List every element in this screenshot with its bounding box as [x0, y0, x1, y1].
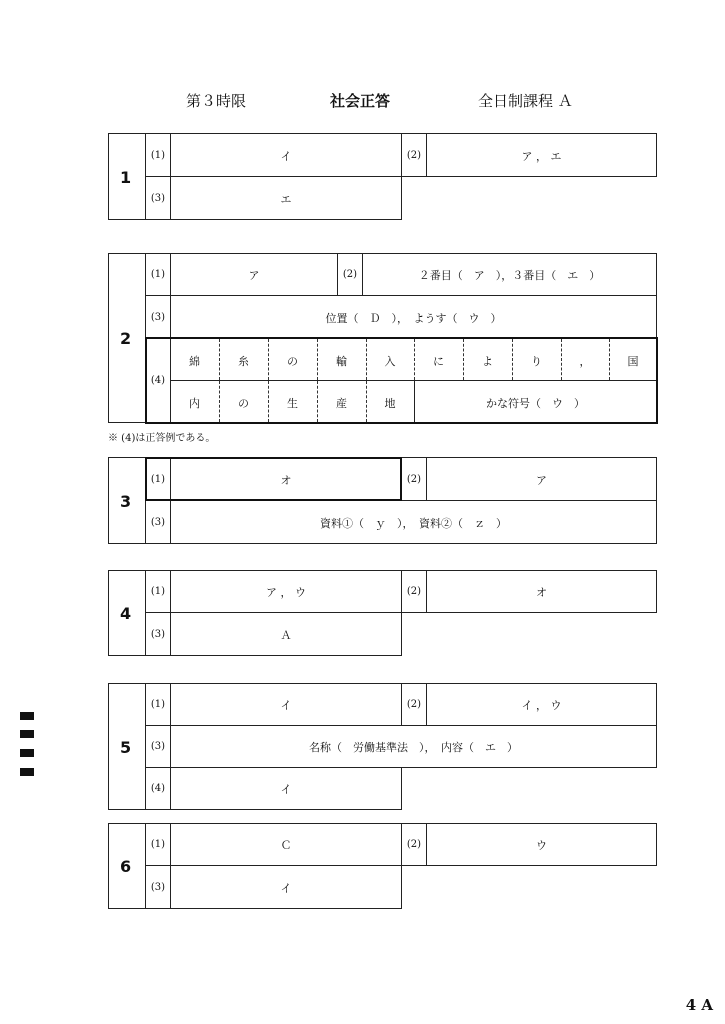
q6-part3-answer: イ — [280, 882, 292, 895]
q6-part3-label: (3) — [150, 882, 166, 893]
q5-part3-answer: 名称（ 労働基準法 ）， 内容（ エ ） — [309, 741, 518, 754]
q5-part4-answer: イ — [280, 783, 292, 796]
q2-part2-label: (2) — [342, 269, 358, 280]
q1-part1-answer: イ — [280, 150, 292, 163]
q2-part4-char: 生 — [287, 397, 298, 410]
q5-part2-answer: イ ， ウ — [521, 699, 562, 712]
q4-part3-answer: Ａ — [280, 629, 292, 642]
q3-part1-label: (1) — [150, 474, 166, 485]
q5-part1-label: (1) — [150, 699, 166, 710]
subject-title: 社会正答 — [330, 92, 391, 110]
q3-part2-answer: ア — [536, 474, 547, 487]
question-5-number: 5 — [120, 738, 132, 757]
registration-mark — [20, 768, 34, 776]
registration-mark — [20, 712, 34, 720]
q2-part4-char: ， — [579, 355, 591, 368]
q6-part2-label: (2) — [406, 839, 422, 850]
q1-part2-label: (2) — [406, 150, 422, 161]
q4-part2-label: (2) — [406, 586, 422, 597]
q3-part1-answer: オ — [280, 474, 292, 487]
q4-part1-answer: ア ， ウ — [266, 586, 306, 599]
q2-part3-label: (3) — [150, 312, 166, 323]
page-number: 4 A — [685, 996, 713, 1014]
question-4-number: 4 — [120, 604, 132, 623]
q2-part4-symbol: かな符号（ ウ ） — [486, 397, 585, 410]
q2-note: ※ (4)は正答例である。 — [108, 433, 216, 444]
registration-mark — [20, 749, 34, 757]
q1-part3-answer: エ — [280, 193, 292, 206]
q1-part2-answer: ア ， エ — [521, 150, 562, 163]
q2-part4-char: 内 — [189, 397, 200, 410]
question-2-number: 2 — [120, 329, 132, 348]
q2-part1-label: (1) — [150, 269, 166, 280]
q5-part4-label: (4) — [150, 783, 166, 794]
course-label: 全日制課程 Ａ — [478, 92, 573, 110]
q2-part4-char: 綿 — [189, 355, 200, 368]
question-3-number: 3 — [120, 492, 132, 511]
q4-part2-answer: オ — [536, 586, 547, 599]
q2-part4-char: の — [287, 355, 298, 368]
q1-part3-label: (3) — [150, 193, 166, 204]
q3-part3-answer: 資料①（ ｙ ）， 資料②（ ｚ ） — [320, 517, 507, 530]
q5-part2-label: (2) — [406, 699, 422, 710]
q4-part1-label: (1) — [150, 586, 166, 597]
q2-part4-char: り — [531, 355, 542, 368]
q2-part1-answer: ア — [248, 269, 260, 282]
q6-part1-answer: Ｃ — [280, 839, 292, 852]
q2-part4-char: 産 — [336, 397, 347, 410]
q6-part2-answer: ウ — [536, 839, 547, 852]
q2-part4-label: (4) — [150, 375, 166, 386]
question-1-number: 1 — [120, 168, 132, 187]
period-label: 第３時限 — [186, 92, 247, 110]
q2-part2-answer: ２番目（ ア ），３番目（ エ ） — [418, 269, 601, 282]
q2-part4-char: 輸 — [336, 355, 347, 368]
q3-part3-label: (3) — [150, 517, 166, 528]
q2-part4-char: 入 — [384, 355, 396, 368]
q6-part1-label: (1) — [150, 839, 166, 850]
q2-part4-char: よ — [482, 355, 493, 368]
q2-part4-highlight — [145, 337, 658, 424]
q4-part3-label: (3) — [150, 629, 166, 640]
q1-part1-label: (1) — [150, 150, 166, 161]
q2-part4-char: 国 — [627, 355, 639, 368]
q2-part4-char: 地 — [384, 397, 396, 410]
q3-part2-label: (2) — [406, 474, 422, 485]
q2-part4-char: の — [238, 397, 249, 410]
q2-part4-char: 糸 — [238, 355, 249, 368]
registration-mark — [20, 730, 34, 738]
q2-part3-answer: 位置（ Ｄ ）， ようす（ ウ ） — [325, 312, 502, 325]
q5-part1-answer: イ — [280, 699, 292, 712]
q2-part4-char: に — [433, 355, 444, 368]
q5-part3-label: (3) — [150, 741, 166, 752]
question-6-number: 6 — [120, 857, 132, 876]
